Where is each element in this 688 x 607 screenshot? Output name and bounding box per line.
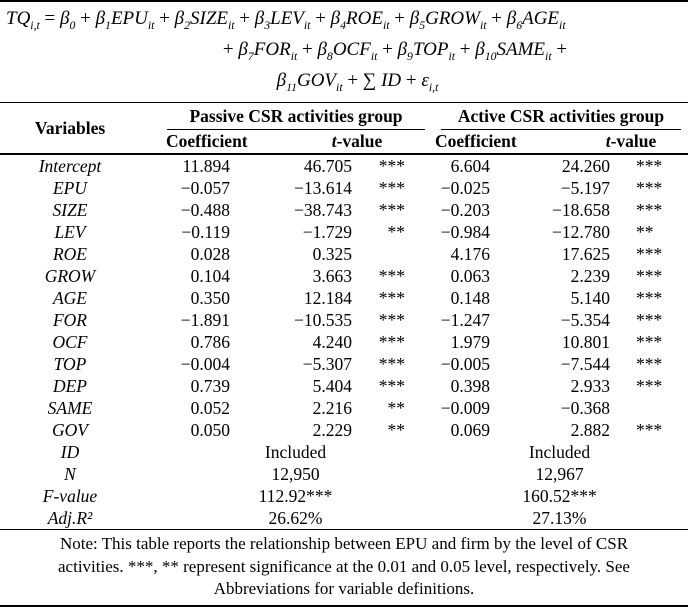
active-group-value: 27.13% <box>532 508 587 529</box>
table-note <box>0 529 688 607</box>
table-row <box>0 309 688 331</box>
active-t-value: −7.544 <box>560 354 611 375</box>
passive-coefficient: 0.350 <box>190 288 230 309</box>
active-t-value: 2.239 <box>570 266 611 287</box>
table-row <box>0 485 688 507</box>
passive-t-value: 0.325 <box>312 244 352 265</box>
active-significance: *** <box>636 332 663 353</box>
passive-significance: ** <box>387 420 406 441</box>
passive-significance: *** <box>378 200 406 221</box>
variable-name: Adj.R² <box>47 508 93 529</box>
passive-significance <box>352 243 409 265</box>
variable-name: SAME <box>47 398 93 419</box>
active-significance: *** <box>636 354 663 375</box>
passive-significance: *** <box>378 354 406 375</box>
passive-coefficient: 0.052 <box>190 398 230 419</box>
active-coefficient: −1.247 <box>440 310 491 331</box>
active-significance: *** <box>636 178 663 199</box>
passive-coefficient: −0.119 <box>181 222 230 243</box>
variable-name: FOR <box>52 310 88 331</box>
equation-line-2: + $\beta_7FOR_{it} + \beta_8OCF_{it} + \beta_9TOP_{it}$ + $\beta_{10}SAME_{it}$ + <box>222 38 568 63</box>
active-t-value: 17.625 <box>561 244 611 265</box>
passive-coefficient: −0.004 <box>180 354 230 375</box>
passive-coefficient-header: Coefficient <box>140 130 235 154</box>
active-t-value-header: t-value <box>504 130 688 154</box>
variable-name: N <box>64 464 76 485</box>
active-t-value: −5.197 <box>560 178 611 199</box>
passive-coefficient: 0.739 <box>190 376 230 397</box>
passive-t-value-header: t-value <box>235 130 409 154</box>
variable-name: GROW <box>44 266 96 287</box>
passive-coefficient: 0.104 <box>190 266 230 287</box>
variable-name: LEV <box>54 222 86 243</box>
passive-t-value: −38.743 <box>294 200 352 221</box>
passive-significance: *** <box>378 156 406 177</box>
table-row <box>0 154 688 177</box>
active-t-value: 2.933 <box>570 376 611 397</box>
variables-column-header: Variables <box>0 103 140 154</box>
table-row <box>0 177 688 199</box>
active-group-value: Included <box>528 442 591 463</box>
passive-group-value: Included <box>264 442 327 463</box>
active-significance: *** <box>636 266 663 287</box>
passive-significance: *** <box>378 376 406 397</box>
table-row <box>0 221 688 243</box>
table-row <box>0 243 688 265</box>
passive-t-value: 12.184 <box>303 288 352 309</box>
active-group-value: 12,967 <box>535 464 584 485</box>
active-coefficient: 0.148 <box>450 288 491 309</box>
active-t-value: −18.658 <box>552 200 611 221</box>
regression-equation <box>0 0 688 103</box>
table-row <box>0 441 688 463</box>
active-t-value: −0.368 <box>560 398 611 419</box>
variable-name: ROE <box>52 244 88 265</box>
table-row <box>0 353 688 375</box>
note-line-3: Abbreviations for variable definitions. <box>213 579 475 599</box>
results-table-body <box>0 154 688 529</box>
passive-significance: ** <box>387 222 406 243</box>
variable-name: DEP <box>52 376 88 397</box>
passive-group-value: 26.62% <box>268 508 323 529</box>
passive-group-value: 12,950 <box>271 464 320 485</box>
variable-name: EPU <box>52 178 88 199</box>
active-t-value: −5.354 <box>560 310 611 331</box>
active-t-value: 5.140 <box>570 288 611 309</box>
equation-line-3: $\beta_{11}GOV_{it}$ + ∑ ID + $\varepsilon_{i,t}$ <box>276 69 439 94</box>
table-row <box>0 199 688 221</box>
passive-significance: *** <box>378 332 406 353</box>
active-significance <box>614 397 688 419</box>
passive-coefficient: 0.050 <box>190 420 230 441</box>
note-line-2: activities. ***, ** represent significance at the 0.01 and 0.05 level, respectively. See <box>58 556 630 576</box>
active-coefficient: −0.025 <box>440 178 491 199</box>
active-coefficient: 1.979 <box>450 332 491 353</box>
table-row <box>0 265 688 287</box>
passive-significance: ** <box>387 398 406 419</box>
passive-t-value: −5.307 <box>302 354 352 375</box>
passive-t-value: 4.240 <box>312 332 352 353</box>
table-row <box>0 419 688 441</box>
active-coefficient: −0.009 <box>440 398 491 419</box>
table-row <box>0 397 688 419</box>
passive-t-value: −13.614 <box>294 178 352 199</box>
passive-coefficient: −0.057 <box>180 178 230 199</box>
variable-name: SIZE <box>52 200 88 221</box>
active-coefficient: 0.069 <box>450 420 491 441</box>
table-row <box>0 287 688 309</box>
passive-coefficient: 11.894 <box>182 156 230 177</box>
passive-significance: *** <box>378 310 406 331</box>
active-coefficient: 4.176 <box>450 244 491 265</box>
active-significance: *** <box>636 288 663 309</box>
table-row <box>0 507 688 529</box>
variable-name: OCF <box>52 332 88 353</box>
variable-name: GOV <box>52 420 88 441</box>
passive-coefficient: −1.891 <box>180 310 230 331</box>
passive-t-value: 3.663 <box>312 266 352 287</box>
variable-name: ID <box>60 442 80 463</box>
active-significance: *** <box>636 376 663 397</box>
note-line-1: Note: This table reports the relationship between EPU and firm by the level of CSR <box>59 534 629 554</box>
table-row <box>0 463 688 485</box>
active-significance: *** <box>636 156 663 177</box>
active-group-header <box>409 103 688 130</box>
active-significance: *** <box>636 310 663 331</box>
active-t-value: 10.801 <box>561 332 611 353</box>
active-t-value: −12.780 <box>552 222 611 243</box>
active-coefficient: −0.984 <box>440 222 491 243</box>
active-coefficient-header: Coefficient <box>409 130 504 154</box>
passive-t-value: −10.535 <box>294 310 352 331</box>
passive-t-value: −1.729 <box>302 222 352 243</box>
variable-name: AGE <box>52 288 88 309</box>
active-group-value: 160.52*** <box>522 486 597 507</box>
passive-significance: *** <box>378 266 406 287</box>
active-coefficient: 0.063 <box>450 266 491 287</box>
active-coefficient: −0.203 <box>440 200 491 221</box>
passive-significance: *** <box>378 288 406 309</box>
active-significance: *** <box>636 420 663 441</box>
group-header-row <box>0 103 688 130</box>
table-row <box>0 375 688 397</box>
passive-group-label: Passive CSR activities group <box>167 106 425 130</box>
passive-t-value: 2.216 <box>312 398 352 419</box>
active-significance: ** <box>636 222 654 243</box>
passive-t-value: 46.705 <box>303 156 352 177</box>
active-group-label: Active CSR activities group <box>441 106 681 130</box>
table-row <box>0 331 688 353</box>
passive-significance: *** <box>378 178 406 199</box>
active-coefficient: 6.604 <box>450 156 491 177</box>
active-t-value: 2.882 <box>570 420 611 441</box>
passive-coefficient: −0.488 <box>180 200 230 221</box>
regression-results-table <box>0 103 688 529</box>
passive-t-value: 2.229 <box>312 420 352 441</box>
active-significance: *** <box>636 244 663 265</box>
active-coefficient: 0.398 <box>450 376 491 397</box>
passive-group-header <box>140 103 409 130</box>
variable-name: Intercept <box>38 156 102 177</box>
variable-name: F-value <box>42 486 98 507</box>
active-significance: *** <box>636 200 663 221</box>
active-t-value: 24.260 <box>561 156 611 177</box>
active-coefficient: −0.005 <box>440 354 491 375</box>
passive-group-value: 112.92*** <box>258 486 333 507</box>
variable-name: TOP <box>53 354 87 375</box>
passive-t-value: 5.404 <box>312 376 352 397</box>
passive-coefficient: 0.786 <box>190 332 230 353</box>
passive-coefficient: 0.028 <box>190 244 230 265</box>
equation-line-1: $TQ_{i,t} = \beta_0 + \beta_1EPU_{it}$ + $\beta_2SIZE_{it} + \beta_3LEV_{it} + \beta_4ROE_{it}$ + $\beta_5GROW_{it} + \beta_6AGE_{it}$ <box>6 8 566 32</box>
